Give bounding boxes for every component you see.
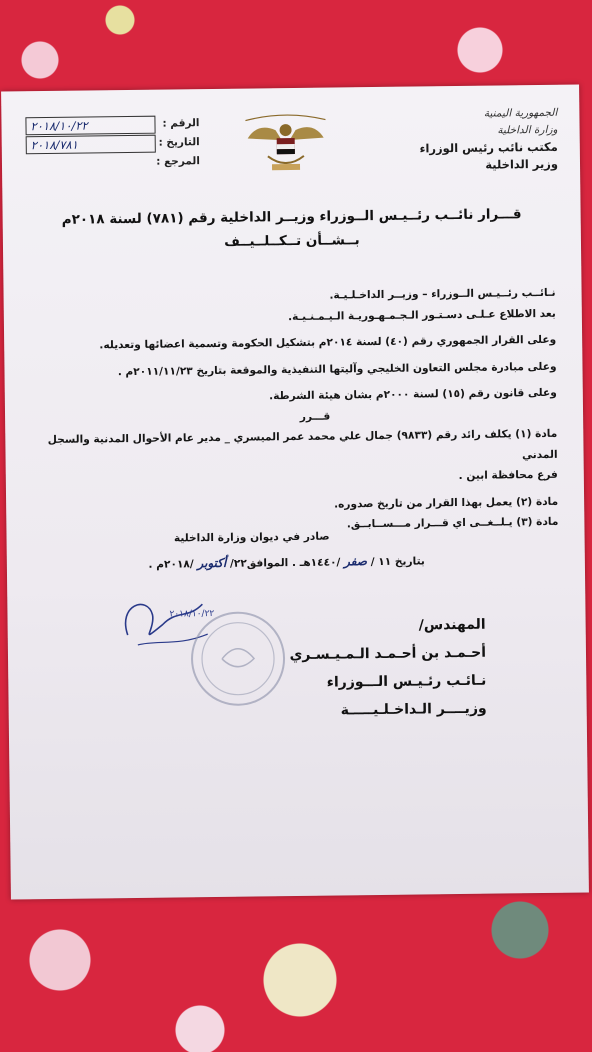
hijri-year: /١٤٤٠هـ . الموافق٢٢/ [229, 556, 341, 570]
body-line: وعلى مبادرة مجلس التعاون الخليجي وآليتها التنفيذية والموقعة بتاريخ ٢٠١١/١١/٢٣م . [117, 360, 557, 378]
issue-date [148, 553, 425, 570]
decision-title [33, 202, 552, 256]
handwritten-date: ٢٠١٨/١٠/٢٢ [169, 608, 215, 620]
org-line-2: وزارة الداخلية [497, 123, 558, 137]
ref-label: المرجع : [156, 155, 201, 168]
article-3: مادة (٣) يـلــغــى اي قـــرار مـــســابــق. [346, 515, 559, 531]
date-value: ٢٠١٨/٧٨١ [26, 135, 156, 155]
number-value: ٢٠١٨/١٠/٢٢ [25, 116, 155, 136]
issued-place: صادر في ديوان وزارة الداخلية [173, 530, 330, 545]
greg-month: أكتوبر [197, 555, 227, 571]
decision-body [32, 283, 559, 539]
office-line-1: مكتب نائب رئيس الوزراء [419, 139, 558, 156]
org-line-1: الجمهورية اليمنية [483, 106, 558, 120]
ref-value [26, 154, 156, 172]
greg-year: /٢٠١٨م . [148, 558, 194, 571]
ref-row [26, 153, 200, 173]
signature-block [215, 611, 486, 726]
date-row [26, 134, 200, 154]
signatory-position-1: نـائـب رئـيـس الـــوزراء [326, 672, 487, 691]
letterhead-right [387, 105, 558, 175]
number-label: الرقم : [162, 117, 200, 130]
signatory-position-2: وزيــــر الـداخـلـيـــــة [340, 700, 487, 719]
date-prefix: بتاريخ ١١ / [370, 555, 425, 569]
article-2: مادة (٢) يعمل بهذا القرار من تاريخ صدوره. [333, 495, 559, 511]
body-line: نـائــب رئــيـس الــوزراء – وزيــر الداخـلـيـة. [329, 286, 556, 302]
body-line: وعلى قانون رقم (١٥) لسنة ٢٠٠٠م بشان هيئة الشرطة. [269, 386, 557, 403]
signatory-name: أحـمـد بن أحـمـد الـمـيـسـري [289, 644, 487, 664]
article-1-cont: فرع محافظة ابين . [458, 468, 558, 482]
date-label: التاريخ : [158, 136, 200, 149]
document-page [1, 84, 589, 899]
title-line-1: قـــرار نائــب رئــيـس الــوزراء وزيــر الداخلية رقم (٧٨١) لسنة ٢٠١٨م [61, 206, 522, 228]
hijri-month: صفر [343, 554, 368, 569]
office-line-2: وزير الداخلية [485, 156, 559, 172]
article-1: مادة (١) يكلف رائد رقم (٩٨٣٣) جمال علي محمد عمر الميسري _ مدير عام الأحوال المدنية والسجل المدني [47, 427, 558, 461]
number-row [25, 115, 199, 135]
body-line: بعد الاطلاع عـلـى دسـتـور الـجـمـهـوريـة الـيـمـنـيـة. [287, 307, 556, 323]
reference-box [25, 115, 200, 174]
body-line: وعلى القرار الجمهوري رقم (٤٠) لسنة ٢٠١٤م بتشكيل الحكومة وتسمية اعضائها وتعديله. [99, 333, 557, 352]
decided-heading: قـــرر [299, 410, 331, 423]
signatory-title: المهندس/ [418, 616, 486, 634]
title-line-2: بــشــأن تــكــلــيــف [224, 232, 360, 250]
eagle-emblem-icon [237, 108, 334, 181]
